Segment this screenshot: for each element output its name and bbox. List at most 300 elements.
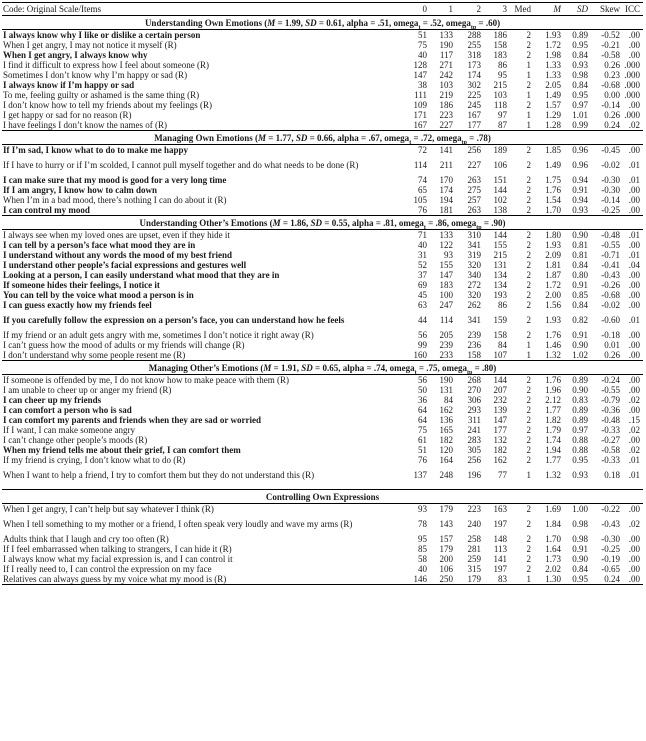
item-count-1: 117 [439, 50, 453, 60]
item-row [2, 455, 643, 465]
item-row [2, 250, 643, 260]
item-count-2: 179 [456, 574, 484, 585]
item-count-3: 86 [498, 60, 507, 70]
item-count-1: 239 [439, 340, 453, 350]
item-sd: 0.89 [572, 415, 588, 425]
item-row [2, 40, 643, 50]
item-count-0: 65 [418, 185, 427, 195]
item-skew: -0.65 [601, 564, 620, 574]
item-row [2, 425, 643, 435]
item-mean: 1.75 [545, 175, 561, 185]
item-row [2, 80, 643, 90]
item-mean: 1.93 [545, 240, 561, 250]
item-count-2: 272 [467, 280, 481, 290]
item-count-0: 51 [418, 445, 427, 455]
item-median: 2 [526, 534, 531, 544]
item-mean: 1.77 [545, 455, 561, 465]
item-row [2, 100, 643, 110]
item-row [2, 395, 643, 405]
section-header: Managing Other’s Emotions (M = 1.91, SD = 0.65, alpha = .74, omega$_t$ = .75, omega$_{tp}$ = .80) [2, 361, 643, 375]
item-count-1: 242 [439, 70, 453, 80]
item-row [2, 185, 643, 195]
item-icc: .02 [628, 445, 640, 455]
item-sd: 0.97 [572, 425, 588, 435]
section-title: Understanding Other’s Emotions [139, 217, 268, 228]
item-count-1: 103 [439, 80, 453, 90]
item-median: 2 [526, 554, 531, 564]
item-count-1: 114 [439, 315, 453, 325]
item-row [2, 270, 643, 280]
item-count-0: 171 [413, 110, 427, 120]
item-median: 1 [526, 470, 531, 480]
section-title: Managing Own Emotions [154, 132, 253, 143]
section-stat-alpha: .74 [373, 362, 386, 373]
item-skew: -0.79 [601, 395, 620, 405]
item-count-2: 256 [467, 145, 481, 155]
item-count-3: 183 [493, 50, 507, 60]
item-median: 2 [526, 445, 531, 455]
item-label: When I tell something to my mother or a friend, I often speak very loudly and wave my arms (R) [3, 519, 353, 529]
item-count-1: 141 [439, 145, 453, 155]
item-count-1: 227 [439, 120, 453, 130]
item-skew: -0.43 [601, 270, 620, 280]
item-label: I find it difficult to express how I feel about someone (R) [3, 60, 210, 70]
item-skew: -0.26 [601, 280, 620, 290]
section-stat-M: 1.86 [290, 217, 307, 228]
item-label: When I want to help a friend, I try to comfort them but they do not understand this (R) [3, 470, 315, 480]
item-count-2: 174 [467, 70, 481, 80]
item-mean: 2.00 [545, 290, 561, 300]
item-median: 2 [526, 205, 531, 215]
item-count-0: 51 [418, 30, 427, 40]
item-mean: 2.05 [545, 80, 561, 90]
item-count-1: 183 [439, 280, 453, 290]
item-count-0: 71 [418, 230, 427, 240]
item-label: I always know what my facial expression is, and I can control it [3, 554, 233, 564]
item-mean: 1.54 [545, 195, 561, 205]
item-sd: 0.82 [572, 315, 588, 325]
item-count-1: 84 [444, 395, 453, 405]
item-skew: -0.30 [601, 534, 620, 544]
item-row [2, 330, 643, 340]
item-count-2: 340 [467, 270, 481, 280]
section-stat-omega-t: .52 [430, 17, 442, 28]
item-icc: .00 [628, 185, 640, 195]
item-count-2: 223 [467, 504, 481, 514]
item-row [2, 310, 643, 330]
item-count-0: 146 [404, 574, 430, 585]
item-median: 2 [526, 40, 531, 50]
item-skew: -0.33 [601, 455, 620, 465]
item-statistics-table [2, 2, 643, 585]
item-count-2: 341 [467, 315, 481, 325]
item-skew: -0.27 [601, 435, 620, 445]
item-count-2: 239 [467, 330, 481, 340]
item-sd: 0.98 [572, 70, 588, 80]
item-count-2: 263 [467, 205, 481, 215]
section-stat-M: 1.99 [284, 17, 301, 28]
item-row [2, 415, 643, 425]
item-sd: 0.99 [572, 120, 588, 130]
item-count-2: 236 [467, 340, 481, 350]
item-icc: .00 [623, 574, 643, 585]
item-skew: -0.33 [601, 425, 620, 435]
item-median: 2 [526, 250, 531, 260]
item-count-0: 50 [418, 385, 427, 395]
item-skew: 0.26 [604, 350, 620, 360]
item-sd: 0.90 [572, 340, 588, 350]
table-body [2, 3, 643, 585]
item-skew: -0.41 [601, 260, 620, 270]
item-row [2, 50, 643, 60]
item-count-3: 189 [493, 145, 507, 155]
item-count-1: 190 [439, 40, 453, 50]
item-count-0: 64 [418, 415, 427, 425]
item-row [2, 195, 643, 205]
item-count-0: 128 [413, 60, 427, 70]
section-header-row [2, 131, 643, 145]
item-skew: -0.52 [601, 30, 620, 40]
item-row [2, 230, 643, 241]
item-count-2: 263 [467, 175, 481, 185]
item-count-1: 182 [439, 435, 453, 445]
item-sd: 0.90 [572, 554, 588, 564]
item-icc: .00 [628, 554, 640, 564]
item-median: 2 [526, 80, 531, 90]
item-count-1: 271 [439, 60, 453, 70]
item-skew: -0.68 [601, 290, 620, 300]
item-label: You can tell by the voice what mood a person is in [3, 290, 194, 300]
item-icc: .00 [628, 564, 640, 574]
item-count-1: 181 [439, 205, 453, 215]
item-sd: 0.93 [572, 470, 588, 480]
item-label: When I’m in a bad mood, there’s nothing I can do about it (R) [3, 195, 227, 205]
header-icc: ICC [623, 3, 643, 16]
item-count-3: 138 [493, 205, 507, 215]
item-row [2, 514, 643, 534]
item-count-2: 293 [467, 405, 481, 415]
item-label: I can make sure that my mood is good for a very long time [3, 175, 227, 185]
item-mean: 1.72 [545, 280, 561, 290]
item-count-1: 194 [439, 195, 453, 205]
item-sd: 0.95 [564, 574, 591, 585]
item-count-2: 318 [467, 50, 481, 60]
item-count-1: 133 [439, 30, 453, 40]
item-row [2, 175, 643, 185]
item-count-0: 75 [418, 40, 427, 50]
header-0: 0 [404, 3, 430, 16]
item-row [2, 445, 643, 455]
item-mean: 1.64 [545, 544, 561, 554]
item-count-1: 200 [439, 554, 453, 564]
item-row [2, 280, 643, 290]
item-median: 2 [526, 280, 531, 290]
item-mean: 1.76 [545, 330, 561, 340]
item-row [2, 350, 643, 361]
item-median: 1 [526, 120, 531, 130]
item-count-3: 106 [493, 160, 507, 170]
item-row [2, 375, 643, 386]
item-sd: 0.95 [572, 40, 588, 50]
item-count-1: 223 [439, 110, 453, 120]
item-label: I get happy or sad for no reason (R) [3, 110, 132, 120]
item-row [2, 340, 643, 350]
section-title: Managing Other’s Emotions [148, 362, 259, 373]
item-count-3: 144 [493, 230, 507, 240]
item-median: 2 [526, 564, 531, 574]
item-count-2: 167 [467, 110, 481, 120]
item-sd: 1.00 [572, 504, 588, 514]
item-count-0: 85 [418, 544, 427, 554]
item-mean: 1.93 [545, 30, 561, 40]
section-stat-alpha: .81 [383, 217, 395, 228]
item-median: 2 [526, 519, 531, 529]
section-header [2, 490, 643, 504]
item-icc: .00 [628, 300, 640, 310]
item-row [2, 435, 643, 445]
item-count-0: 114 [413, 160, 427, 170]
item-sd: 0.84 [572, 564, 588, 574]
item-count-2: 177 [467, 120, 481, 130]
item-count-3: 87 [498, 120, 507, 130]
item-count-1: 162 [439, 405, 453, 415]
item-label: Looking at a person, I can easily understand what mood that they are in [3, 270, 280, 280]
item-count-2: 259 [467, 554, 481, 564]
item-count-1: 131 [439, 385, 453, 395]
item-median: 2 [526, 455, 531, 465]
item-median: 1 [526, 90, 531, 100]
item-mean: 1.87 [545, 270, 561, 280]
item-label: If I want, I can make someone angry [3, 425, 135, 435]
section-stat-SD: 0.61 [326, 17, 343, 28]
item-sd: 0.90 [572, 230, 588, 240]
item-skew: -0.30 [601, 185, 620, 195]
item-row [2, 70, 643, 80]
item-count-0: 76 [418, 205, 427, 215]
item-median: 1 [510, 574, 534, 585]
item-sd: 0.90 [572, 385, 588, 395]
item-count-3: 144 [493, 375, 507, 385]
item-label: I understand without any words the mood of my best friend [3, 250, 233, 260]
item-count-1: 190 [439, 375, 453, 385]
item-sd: 0.94 [572, 175, 588, 185]
item-sd: 0.98 [572, 534, 588, 544]
item-skew: -0.45 [601, 145, 620, 155]
section-header-row [2, 216, 643, 230]
item-sd: 0.84 [572, 300, 588, 310]
item-skew: -0.60 [601, 315, 620, 325]
item-row [2, 205, 643, 216]
item-sd: 0.84 [572, 260, 588, 270]
item-icc: .00 [628, 375, 640, 385]
section-header-row [2, 361, 643, 375]
item-skew: -0.55 [601, 240, 620, 250]
item-row [2, 290, 643, 300]
header-med: Med [510, 3, 534, 16]
item-count-3: 107 [493, 350, 507, 360]
section-stat-SD: 0.65 [322, 362, 339, 373]
item-count-1: 179 [439, 544, 453, 554]
section-stat-omega-t: .72 [420, 132, 433, 143]
item-label: I can comfort a person who is sad [3, 405, 132, 415]
item-icc: .00 [628, 534, 640, 544]
item-count-0: 44 [418, 315, 427, 325]
item-count-2: 245 [467, 100, 481, 110]
item-sd: 0.97 [572, 100, 588, 110]
item-count-3: 97 [498, 110, 507, 120]
item-label: When my friend tells me about their grief, I can comfort them [3, 445, 241, 455]
item-median: 2 [526, 435, 531, 445]
item-median: 2 [526, 504, 531, 514]
item-row [2, 564, 643, 574]
item-count-3: 148 [493, 534, 507, 544]
item-median: 2 [526, 300, 531, 310]
item-count-0: 37 [418, 270, 427, 280]
item-median: 2 [526, 195, 531, 205]
item-median: 2 [526, 330, 531, 340]
item-mean: 1.29 [545, 110, 561, 120]
item-label: If I am angry, I know how to calm down [3, 185, 158, 195]
item-icc: .000 [624, 60, 640, 70]
item-median: 2 [526, 160, 531, 170]
item-skew: -0.25 [601, 205, 620, 215]
item-count-3: 134 [493, 280, 507, 290]
item-median: 2 [526, 270, 531, 280]
item-skew: 0.01 [604, 340, 620, 350]
item-mean: 1.49 [545, 160, 561, 170]
section-stat-M: 1.77 [275, 132, 292, 143]
item-row [2, 145, 643, 156]
item-count-3: 232 [493, 395, 507, 405]
item-skew: -0.71 [601, 250, 620, 260]
item-label: Adults think that I laugh and cry too often (R) [3, 534, 169, 544]
item-count-0: 38 [418, 80, 427, 90]
header-skew: Skew [591, 3, 623, 16]
item-count-3: 155 [493, 240, 507, 250]
item-label: I can cheer up my friends [3, 395, 102, 405]
item-icc: .00 [628, 544, 640, 554]
header-3: 3 [484, 3, 510, 16]
item-count-1: 170 [439, 175, 453, 185]
item-row [2, 90, 643, 100]
item-count-1: 164 [439, 455, 453, 465]
item-count-3: 182 [493, 445, 507, 455]
item-label: When I get angry, I may not notice it myself (R) [3, 40, 177, 50]
item-count-2: 240 [467, 519, 481, 529]
item-mean: 1.73 [545, 554, 561, 564]
item-icc: .00 [628, 405, 640, 415]
item-skew: -0.68 [601, 80, 620, 90]
item-mean: 1.93 [545, 315, 561, 325]
item-icc: .04 [628, 260, 640, 270]
item-count-0: 76 [418, 455, 427, 465]
item-row [2, 574, 643, 585]
item-skew: 0.24 [604, 120, 620, 130]
item-median: 2 [526, 405, 531, 415]
item-mean: 1.84 [545, 519, 561, 529]
item-icc: .00 [628, 330, 640, 340]
item-count-2: 319 [467, 250, 481, 260]
item-count-1: 186 [439, 100, 453, 110]
item-count-0: 99 [418, 340, 427, 350]
item-count-0: 40 [418, 50, 427, 60]
item-sd: 0.80 [572, 270, 588, 280]
item-icc: .00 [628, 50, 640, 60]
item-icc: .00 [628, 195, 640, 205]
item-count-0: 52 [418, 260, 427, 270]
item-count-0: 36 [418, 395, 427, 405]
item-count-3: 177 [493, 425, 507, 435]
item-count-0: 93 [418, 504, 427, 514]
item-icc: .01 [628, 175, 640, 185]
item-icc: .02 [628, 519, 640, 529]
item-count-0: 64 [418, 405, 427, 415]
item-skew: -0.21 [601, 40, 620, 50]
item-count-0: 167 [413, 120, 427, 130]
item-median: 2 [526, 185, 531, 195]
item-count-2: 257 [467, 195, 481, 205]
item-row [2, 260, 643, 270]
item-median: 2 [526, 30, 531, 40]
item-label: I understand other people’s facial expressions and gestures well [3, 260, 247, 270]
item-skew: -0.22 [601, 504, 620, 514]
item-count-2: 275 [467, 185, 481, 195]
section-header: Understanding Own Emotions (M = 1.99, SD = 0.61, alpha = .51, omega$_t$ = .52, omega$_{tp}$ = .60) [2, 16, 643, 30]
item-icc: .000 [624, 110, 640, 120]
item-sd: 0.98 [572, 519, 588, 529]
item-row [2, 155, 643, 175]
header-row [2, 3, 643, 16]
item-icc: .00 [628, 340, 640, 350]
item-label: If I’m sad, I know what to do to make me happy [3, 145, 189, 155]
item-label: If I feel embarrassed when talking to strangers, I can hide it (R) [3, 544, 232, 554]
section-stat-omega-tp: .80 [481, 362, 494, 373]
header-sd: SD [564, 3, 591, 16]
item-count-2: 310 [467, 230, 481, 240]
item-sd: 0.95 [572, 90, 588, 100]
item-label: I always know why I like or dislike a certain person [3, 30, 201, 40]
item-label: I am unable to cheer up or anger my friend (R) [3, 385, 172, 395]
item-count-1: 147 [439, 270, 453, 280]
item-count-3: 139 [493, 405, 507, 415]
item-count-1: 248 [439, 470, 453, 480]
item-count-0: 111 [414, 90, 427, 100]
item-count-3: 144 [493, 185, 507, 195]
item-skew: 0.00 [604, 90, 620, 100]
item-mean: 1.94 [545, 445, 561, 455]
item-median: 2 [526, 290, 531, 300]
item-mean: 1.85 [545, 145, 561, 155]
item-skew: -0.43 [601, 519, 620, 529]
item-icc: .000 [624, 70, 640, 80]
item-mean: 1.69 [545, 504, 561, 514]
section-header: Understanding Other’s Emotions (M = 1.86, SD = 0.55, alpha = .81, omega$_t$ = .86, omega$_{tp}$ = .90) [2, 216, 643, 230]
item-mean: 1.32 [545, 470, 561, 480]
item-row [2, 110, 643, 120]
item-mean: 1.77 [545, 405, 561, 415]
item-skew: -0.30 [601, 175, 620, 185]
item-count-0: 137 [413, 470, 427, 480]
item-count-2: 158 [467, 350, 481, 360]
item-count-1: 174 [439, 185, 453, 195]
item-count-0: 31 [418, 250, 427, 260]
item-count-3: 215 [493, 250, 507, 260]
item-label: To me, feeling guilty or ashamed is the same thing (R) [3, 90, 200, 100]
item-label: If my friend is crying, I don’t know what to do (R) [3, 455, 186, 465]
item-count-3: 147 [493, 415, 507, 425]
item-skew: 0.23 [604, 70, 620, 80]
item-count-3: 118 [493, 100, 507, 110]
